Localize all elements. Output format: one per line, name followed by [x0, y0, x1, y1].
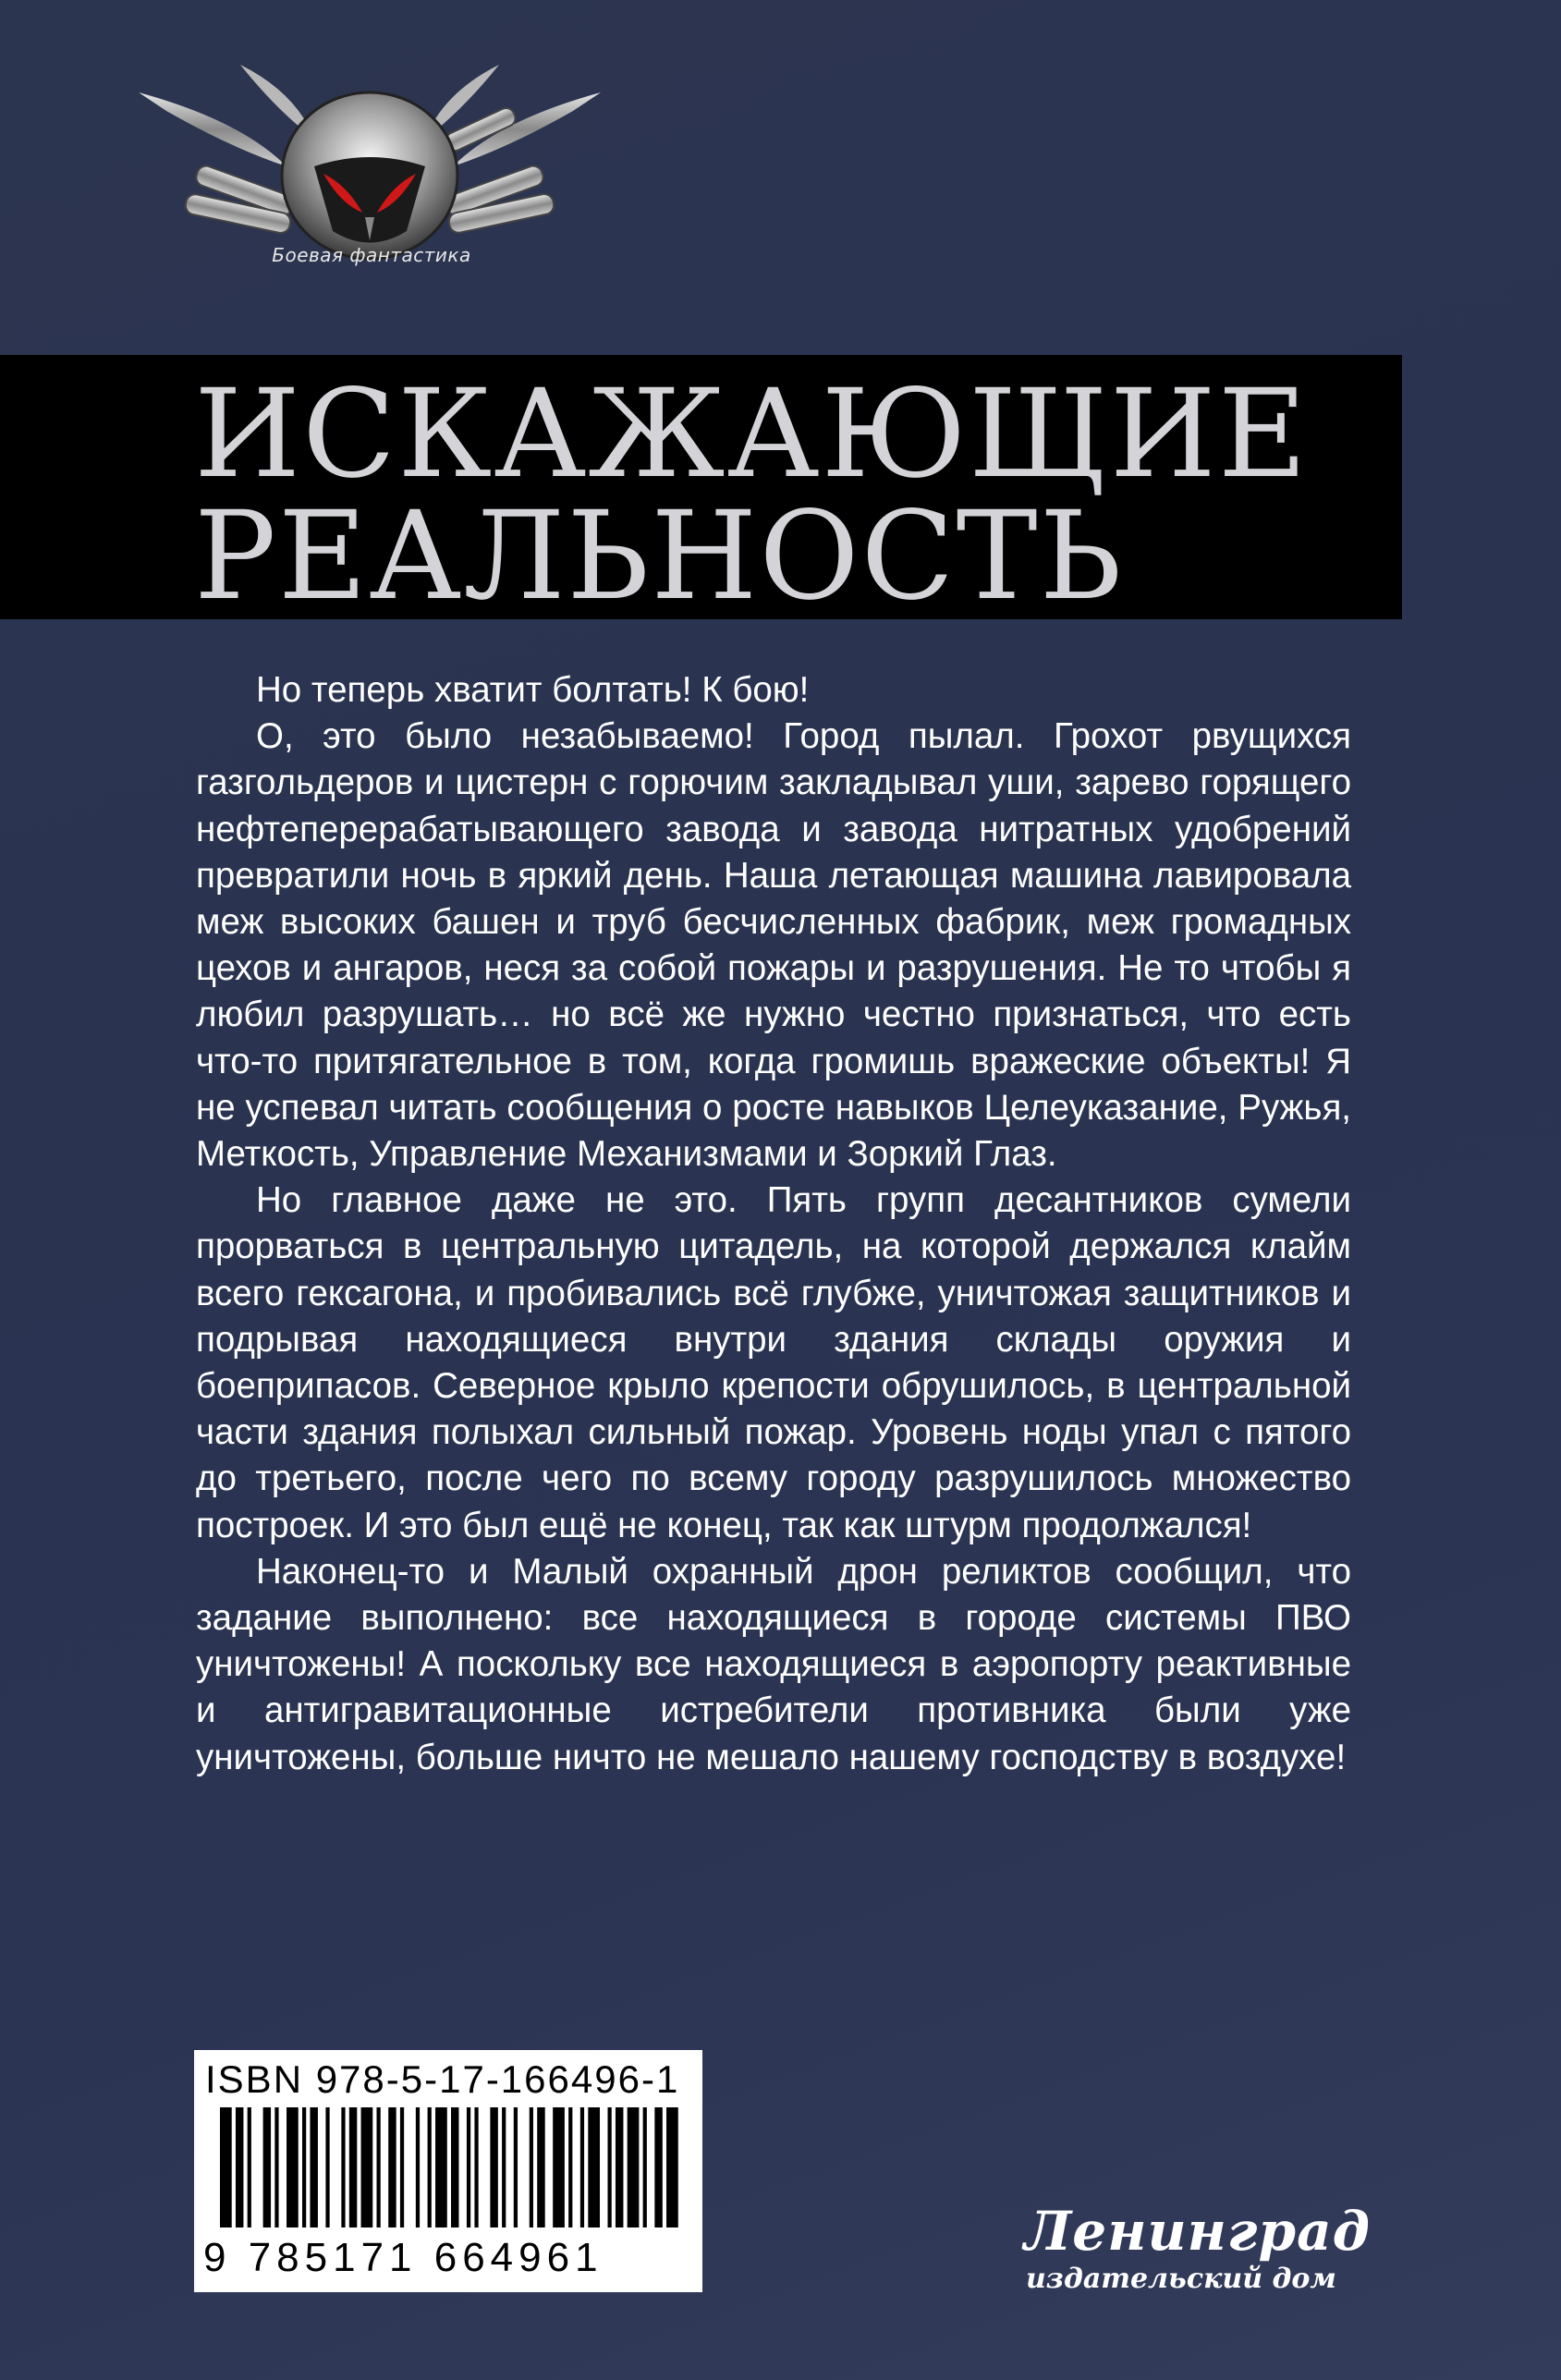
isbn-barcode — [194, 2050, 702, 2292]
blurb-paragraph: Но главное даже не это. Пять групп десантников сумели прорваться в центральную цитадель, на которой держался клайм всего гексагона, и пробивались всё глубже, уничтожая защитников и подрывая находящиеся внутри здания склады оружия и боеприпасов. Северное крыло крепости обрушилось, в центральной части здания полыхал сильный пожар. Уровень ноды упал с пятого до третьего, после чего по всему городу разрушилось множество построек. И это был ещё не конец, так как штурм продолжался! — [196, 1180, 1351, 1545]
publisher-subtitle: издательский дом — [1026, 2263, 1336, 2295]
publisher-logo — [1006, 2200, 1375, 2301]
blurb-text — [196, 667, 1351, 1781]
isbn-label: ISBN 978-5-17-166496-1 — [205, 2057, 680, 2101]
blurb-paragraph: О, это было незабываемо! Город пылал. Грохот рвущихся газгольдеров и цистерн с горючим закладывал уши, зарево горящего нефтеперерабатывающего завода и завода нитратных удобрений превратили ночь в яркий день. Наша летающая машина лавировала меж высоких башен и труб бесчисленных фабрик, меж громадных цехов и ангаров, неся за собой пожары и разрушения. Не то чтобы я любил разрушать… но всё же нужно честно признаться, что есть что-то притягательное в том, когда громишь вражеские объекты! Я не успевал читать сообщения о росте навыков Целеуказание, Ружья, Меткость, Управление Механизмами и Зоркий Глаз. — [196, 716, 1351, 1175]
book-title-line-1: ИСКАЖАЮЩИЕ — [194, 363, 1310, 506]
logo-caption: Боевая фантастика — [272, 244, 471, 266]
book-title-line-2: РЕАЛЬНОСТЬ — [194, 485, 1124, 628]
blurb-paragraph: Но теперь хватит болтать! К бою! — [256, 670, 810, 710]
blurb-paragraph: Наконец-то и Малый охранный дрон реликтов сообщил, что задание выполнено: все находящиеся в городе системы ПВО уничтожены! А поскольку все находящиеся в аэропорту реактивные и антигравитационные истребители противника были уже уничтожены, больше ничто не мешало нашему господству в воздухе! — [196, 1551, 1351, 1777]
publisher-name: Ленинград — [1024, 2200, 1372, 2263]
barcode-digits: 9 785171 664961 — [203, 2235, 604, 2280]
